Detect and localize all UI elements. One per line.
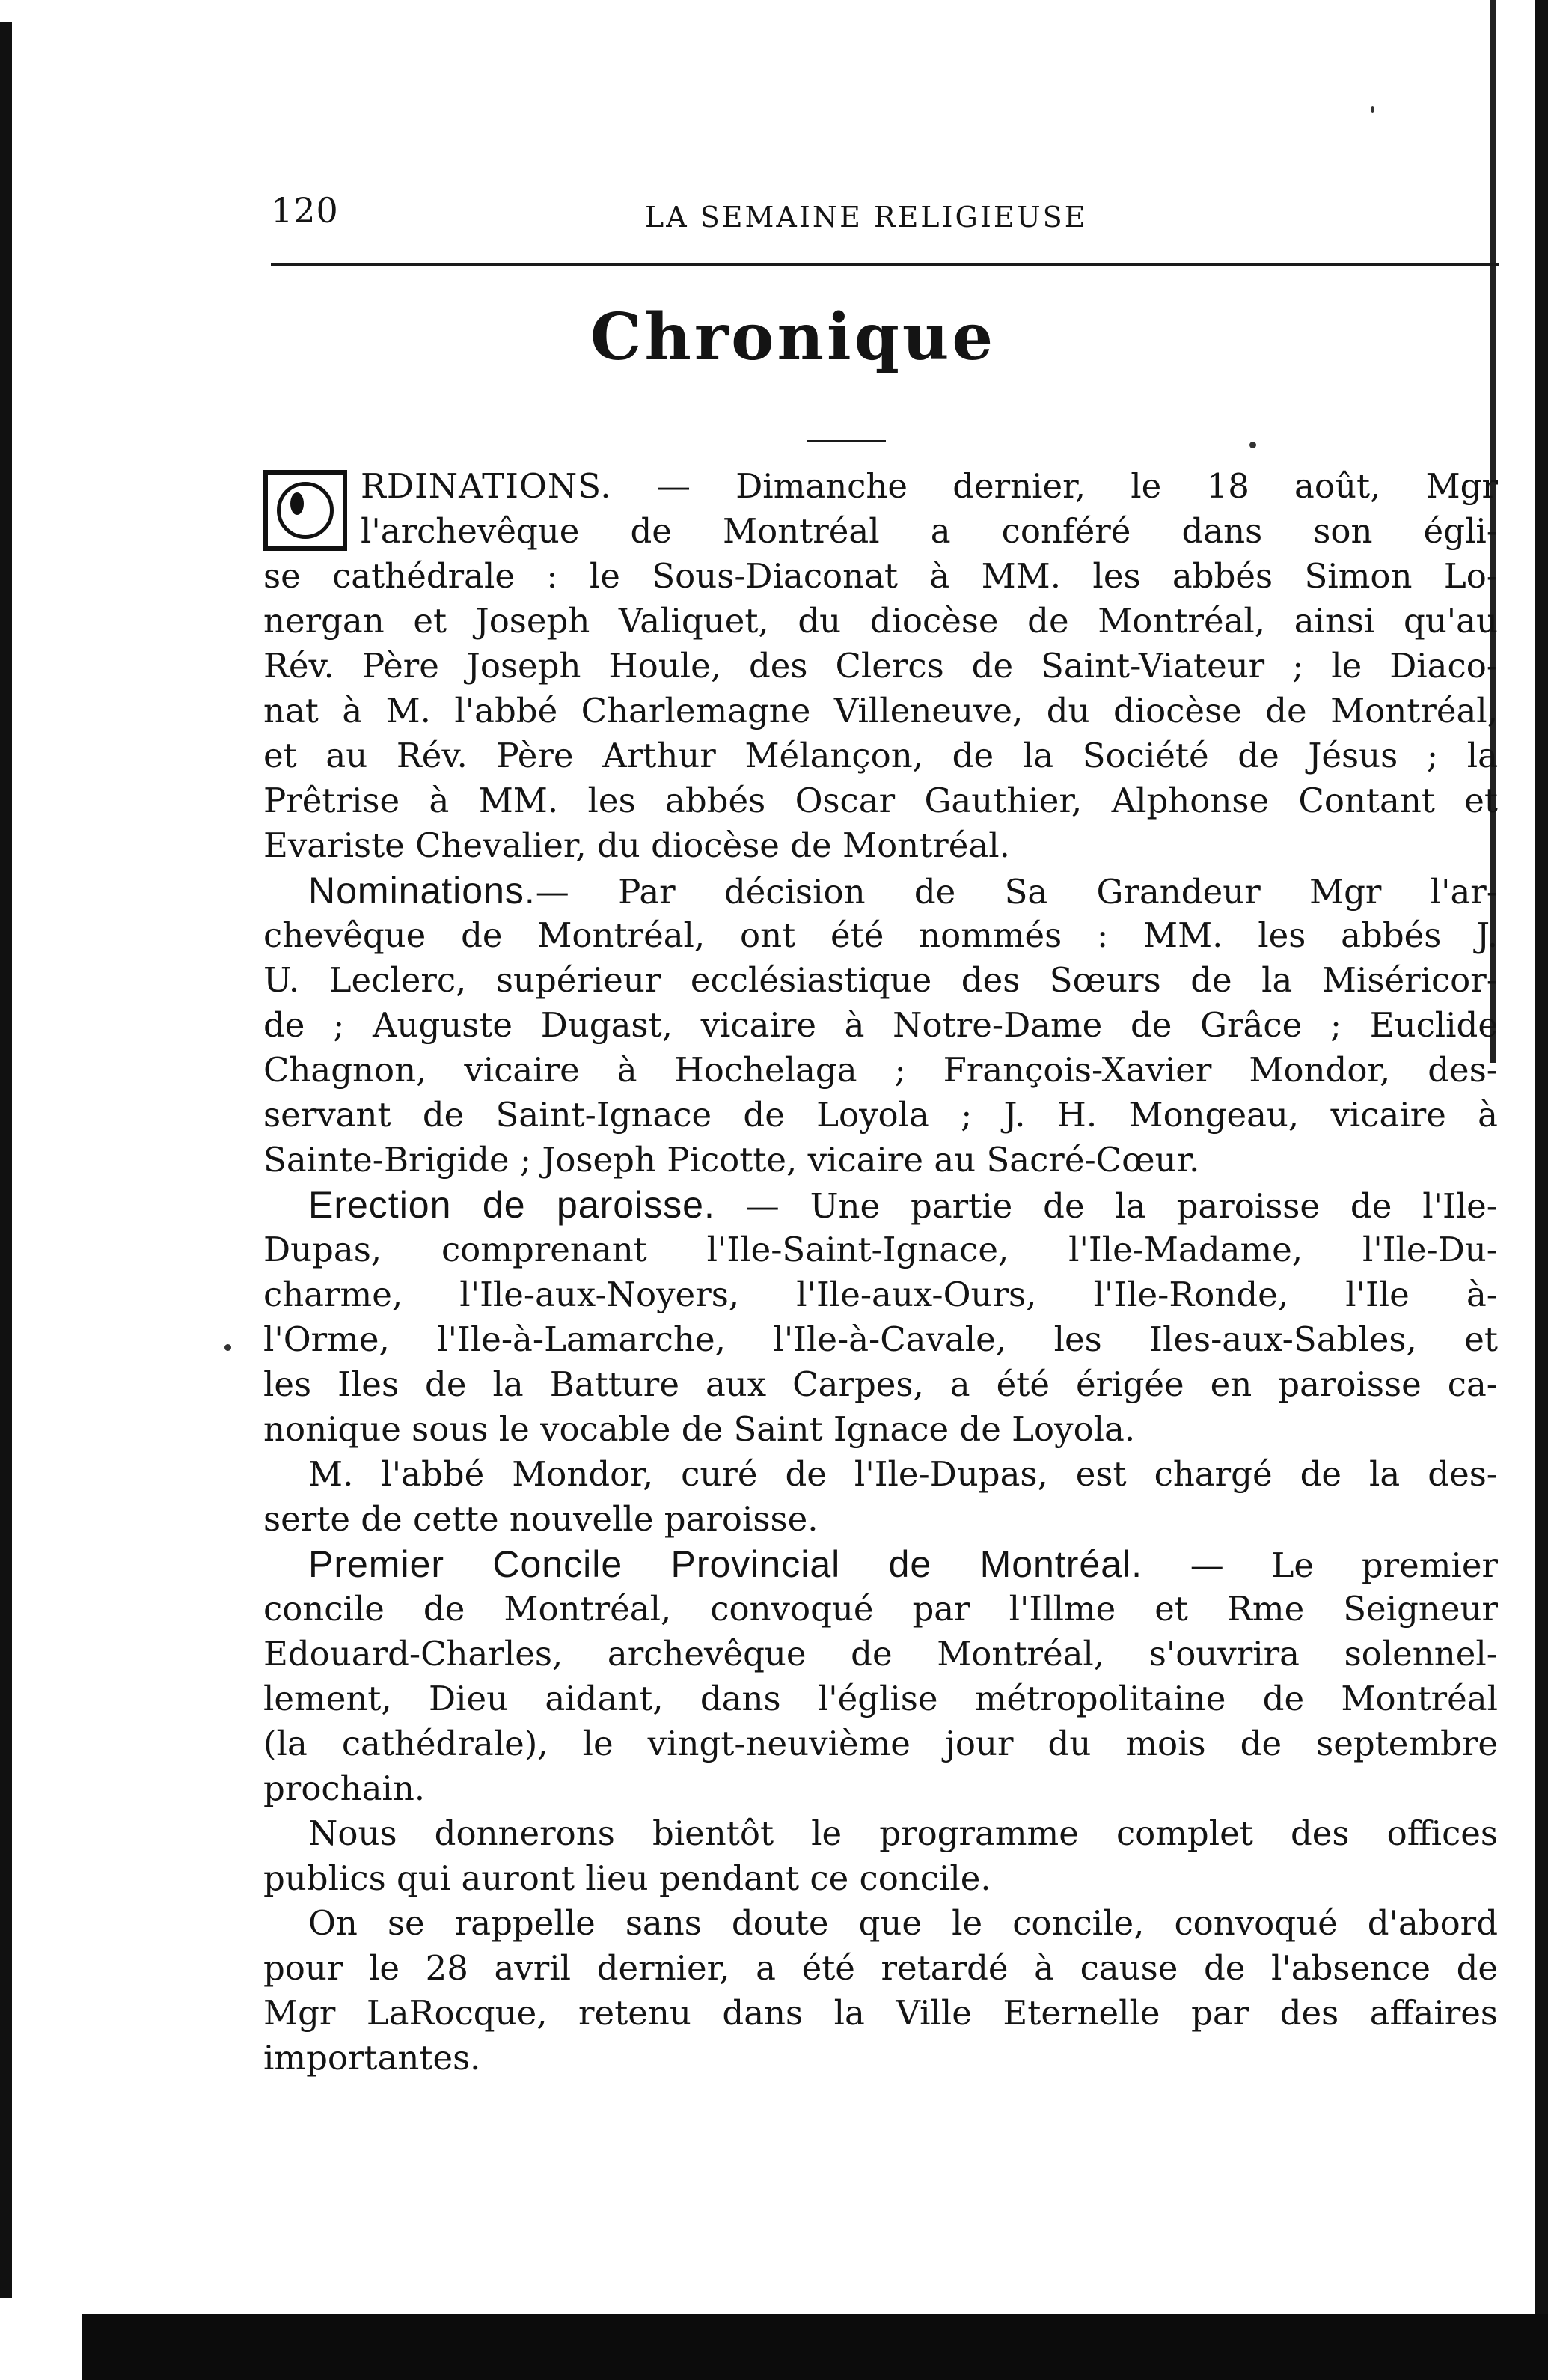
paragraph-line: (la cathédrale), le vingt-neuvième jour du mois de septembre [263, 1724, 1498, 1763]
paragraph-line: Rév. Père Joseph Houle, des Clercs de Saint-Viateur ; le Diaco- [263, 646, 1498, 686]
paragraph-line: M. l'abbé Mondor, curé de l'Ile-Dupas, est chargé de la des- [308, 1454, 1498, 1494]
paragraph-line: Prêtrise à MM. les abbés Oscar Gauthier, Alphonse Contant et [263, 781, 1498, 820]
scan-speck [1249, 442, 1256, 448]
header-rule [271, 263, 1499, 266]
paragraph-line: Nominations.— Par décision de Sa Grandeur Mgr l'ar- [308, 870, 1498, 912]
paragraph-line: RDINATIONS. — Dimanche dernier, le 18 août, Mgr [361, 466, 1498, 506]
paragraph-line: concile de Montréal, convoqué par l'Illme et Rme Seigneur [263, 1589, 1498, 1629]
scan-speck [224, 1344, 231, 1351]
paragraph-line: nergan et Joseph Valiquet, du diocèse de Montréal, ainsi qu'au [263, 601, 1498, 641]
article-body [263, 464, 1498, 2081]
paragraph-line: prochain. [263, 1769, 426, 1808]
scan-edge-left [0, 22, 12, 2298]
erection-heading: Erection de paroisse. [308, 1184, 715, 1226]
paragraph-line: Sainte-Brigide ; Joseph Picotte, vicaire au Sacré-Cœur. [263, 1140, 1200, 1180]
paragraph-line: Dupas, comprenant l'Ile-Saint-Ignace, l'Ile-Madame, l'Ile-Du- [263, 1230, 1498, 1269]
paragraph-line: On se rappelle sans doute que le concile, convoqué d'abord [308, 1903, 1498, 1943]
running-head [271, 190, 1505, 250]
paragraph-line: Mgr LaRocque, retenu dans la Ville Eternelle par des affaires [263, 1993, 1498, 2033]
scan-bottom-bar [82, 2314, 1548, 2380]
ordinations-heading: RDINATIONS. [361, 466, 612, 506]
paragraph-line: se cathédrale : le Sous-Diaconat à MM. les abbés Simon Lo- [263, 556, 1498, 596]
paragraph-line: Evariste Chevalier, du diocèse de Montréal. [263, 826, 1010, 865]
paragraph-line: de ; Auguste Dugast, vicaire à Notre-Dame de Grâce ; Euclide [263, 1005, 1498, 1045]
ornamental-drop-cap-o [263, 470, 347, 551]
paragraph-line: et au Rév. Père Arthur Mélançon, de la Société de Jésus ; la [263, 736, 1498, 775]
paragraph-line: pour le 28 avril dernier, a été retardé à cause de l'absence de [263, 1948, 1498, 1988]
running-title: LA SEMAINE RELIGIEUSE [645, 201, 1088, 234]
paragraph-line: Nous donnerons bientôt le programme complet des offices [308, 1813, 1498, 1853]
concile-heading: Premier Concile Provincial de Montréal. [308, 1543, 1142, 1585]
paragraph-line: publics qui auront lieu pendant ce concile. [263, 1858, 991, 1898]
paragraph-line: chevêque de Montréal, ont été nommés : MM. les abbés J. [263, 915, 1498, 955]
paragraph-line: Premier Concile Provincial de Montréal. — Le premier [308, 1543, 1498, 1585]
scan-speck [1371, 106, 1374, 113]
paragraph-line: importantes. [263, 2038, 481, 2078]
paragraph-line: servant de Saint-Ignace de Loyola ; J. H. Mongeau, vicaire à [263, 1095, 1498, 1135]
paragraph-line: l'archevêque de Montréal a conféré dans son égli- [361, 511, 1498, 551]
title-rule [807, 440, 886, 442]
page-number: 120 [271, 190, 339, 231]
paragraph-line: serte de cette nouvelle paroisse. [263, 1499, 819, 1539]
paragraph-line: charme, l'Ile-aux-Noyers, l'Ile-aux-Ours, l'Ile-Ronde, l'Ile à- [263, 1275, 1498, 1314]
nominations-heading: Nominations. [308, 870, 536, 912]
section-title: Chronique [590, 299, 997, 375]
paragraph-line: lement, Dieu aidant, dans l'église métropolitaine de Montréal [263, 1679, 1498, 1718]
paragraph-line: U. Leclerc, supérieur ecclésiastique des Sœurs de la Miséricor- [263, 960, 1498, 1000]
paragraph-line: les Iles de la Batture aux Carpes, a été érigée en paroisse ca- [263, 1364, 1498, 1404]
paragraph-line: Edouard-Charles, archevêque de Montréal, s'ouvrira solennel- [263, 1634, 1498, 1673]
paragraph-line: nonique sous le vocable de Saint Ignace de Loyola. [263, 1409, 1136, 1449]
paragraph-line: l'Orme, l'Ile-à-Lamarche, l'Ile-à-Cavale, les Iles-aux-Sables, et [263, 1319, 1498, 1359]
paragraph-line: nat à M. l'abbé Charlemagne Villeneuve, du diocèse de Montréal, [263, 691, 1498, 730]
scan-edge-right [1535, 0, 1548, 2380]
paragraph-line: Erection de paroisse. — Une partie de la paroisse de l'Ile- [308, 1184, 1498, 1226]
paragraph-line: Chagnon, vicaire à Hochelaga ; François-Xavier Mondor, des- [263, 1050, 1498, 1090]
